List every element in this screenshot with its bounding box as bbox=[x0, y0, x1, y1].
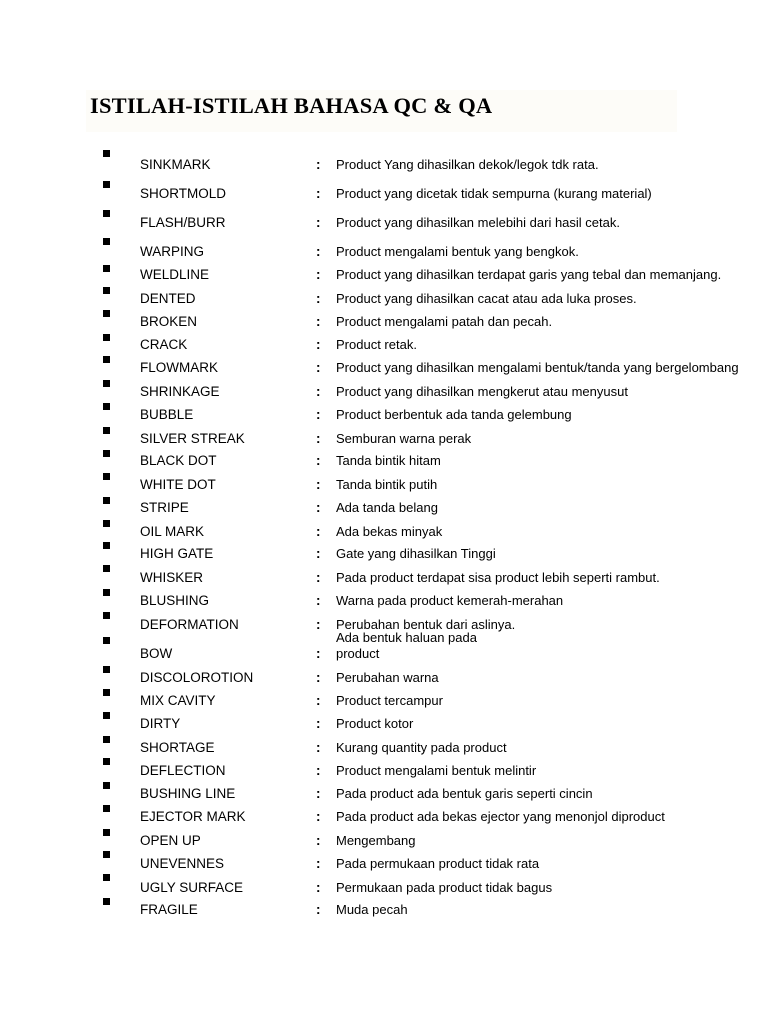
square-bullet-icon bbox=[103, 210, 110, 217]
term-separator: : bbox=[316, 763, 321, 778]
term-separator: : bbox=[316, 477, 321, 492]
term-separator: : bbox=[316, 384, 321, 399]
term-separator: : bbox=[316, 856, 321, 871]
glossary-term: WHITE DOT bbox=[140, 477, 216, 492]
definition-line: Tanda bintik putih bbox=[336, 477, 438, 492]
definition-line: Pada product terdapat sisa product lebih seperti rambut. bbox=[336, 570, 660, 585]
definition-line: Product yang dihasilkan cacat atau ada luka proses. bbox=[336, 291, 637, 306]
glossary-definition bbox=[336, 477, 437, 493]
glossary-term: WELDLINE bbox=[140, 267, 210, 282]
page-title: ISTILAH-ISTILAH BAHASA QC & QA bbox=[90, 93, 493, 118]
glossary-definition bbox=[336, 157, 599, 173]
glossary-definition bbox=[336, 740, 507, 756]
square-bullet-icon bbox=[103, 829, 110, 836]
term-separator: : bbox=[316, 833, 321, 848]
glossary-definition bbox=[336, 431, 471, 447]
term-separator: : bbox=[316, 500, 321, 515]
definition-line: Ada tanda belang bbox=[336, 500, 438, 515]
term-separator: : bbox=[316, 570, 321, 585]
term-separator: : bbox=[316, 880, 321, 895]
term-separator: : bbox=[316, 646, 321, 661]
glossary-term: DEFLECTION bbox=[140, 763, 226, 778]
glossary-term: WHISKER bbox=[140, 570, 204, 585]
glossary-term: SHRINKAGE bbox=[140, 384, 220, 399]
glossary-term: WARPING bbox=[140, 244, 204, 259]
square-bullet-icon bbox=[103, 898, 110, 905]
definition-line: Pada permukaan product tidak rata bbox=[336, 856, 540, 871]
term-separator: : bbox=[316, 337, 321, 352]
glossary-term: UNEVENNES bbox=[140, 856, 225, 871]
glossary-term: STRIPE bbox=[140, 500, 189, 515]
term-separator: : bbox=[316, 244, 321, 259]
glossary-definition bbox=[336, 244, 579, 260]
square-bullet-icon bbox=[103, 805, 110, 812]
glossary-term: DISCOLOROTION bbox=[140, 670, 254, 685]
glossary-term: SHORTAGE bbox=[140, 740, 215, 755]
glossary-definition bbox=[336, 500, 438, 516]
glossary-definition bbox=[336, 670, 439, 686]
term-separator: : bbox=[316, 291, 321, 306]
square-bullet-icon bbox=[103, 589, 110, 596]
square-bullet-icon bbox=[103, 310, 110, 317]
definition-line: Mengembang bbox=[336, 833, 416, 848]
glossary-term: SILVER STREAK bbox=[140, 431, 245, 446]
definition-line: Product kotor bbox=[336, 716, 414, 731]
square-bullet-icon bbox=[103, 427, 110, 434]
glossary-term: OPEN UP bbox=[140, 833, 201, 848]
term-separator: : bbox=[316, 670, 321, 685]
square-bullet-icon bbox=[103, 380, 110, 387]
glossary-definition bbox=[336, 314, 552, 330]
term-separator: : bbox=[316, 453, 321, 468]
term-separator: : bbox=[316, 407, 321, 422]
glossary-term: BROKEN bbox=[140, 314, 198, 329]
glossary-definition bbox=[336, 763, 536, 779]
glossary-term: SHORTMOLD bbox=[140, 186, 227, 201]
square-bullet-icon bbox=[103, 150, 110, 157]
term-separator: : bbox=[316, 546, 321, 561]
square-bullet-icon bbox=[103, 287, 110, 294]
glossary-definition bbox=[336, 809, 665, 825]
glossary-term: BLACK DOT bbox=[140, 453, 217, 468]
glossary-term: DEFORMATION bbox=[140, 617, 239, 632]
term-separator: : bbox=[316, 902, 321, 917]
definition-line: Permukaan pada product tidak bagus bbox=[336, 880, 553, 895]
glossary-term: FRAGILE bbox=[140, 902, 198, 917]
glossary-term: SINKMARK bbox=[140, 157, 211, 172]
term-separator: : bbox=[316, 431, 321, 446]
square-bullet-icon bbox=[103, 712, 110, 719]
glossary-definition bbox=[336, 453, 441, 469]
definition-line: Product mengalami patah dan pecah. bbox=[336, 314, 553, 329]
glossary-definition bbox=[336, 902, 408, 918]
glossary-definition bbox=[336, 786, 593, 802]
glossary-definition bbox=[336, 693, 443, 709]
term-separator: : bbox=[316, 267, 321, 282]
glossary-term: DIRTY bbox=[140, 716, 181, 731]
definition-line: Kurang quantity pada product bbox=[336, 740, 507, 755]
glossary-term: MIX CAVITY bbox=[140, 693, 216, 708]
glossary-term: EJECTOR MARK bbox=[140, 809, 246, 824]
glossary-definition bbox=[336, 880, 552, 896]
glossary-term: UGLY SURFACE bbox=[140, 880, 244, 895]
glossary-definition bbox=[336, 337, 417, 353]
glossary-definition bbox=[336, 546, 496, 562]
square-bullet-icon bbox=[103, 265, 110, 272]
definition-line: Product yang dihasilkan mengalami bentuk/tanda yang bergelombang bbox=[336, 360, 739, 375]
definition-line: product bbox=[336, 646, 380, 661]
glossary-term: BUBBLE bbox=[140, 407, 194, 422]
glossary-term: BUSHING LINE bbox=[140, 786, 236, 801]
glossary-definition bbox=[336, 716, 413, 732]
term-separator: : bbox=[316, 186, 321, 201]
definition-line: Product mengalami bentuk yang bengkok. bbox=[336, 244, 579, 259]
definition-line: Product yang dihasilkan terdapat garis yang tebal dan memanjang. bbox=[336, 267, 722, 282]
definition-line: Product yang dicetak tidak sempurna (kurang material) bbox=[336, 186, 652, 201]
definition-line: Product yang dihasilkan mengkerut atau menyusut bbox=[336, 384, 628, 399]
glossary-definition bbox=[336, 384, 628, 400]
square-bullet-icon bbox=[103, 637, 110, 644]
glossary-definition bbox=[336, 291, 637, 307]
glossary-definition bbox=[336, 593, 563, 609]
square-bullet-icon bbox=[103, 334, 110, 341]
glossary-definition bbox=[336, 570, 660, 586]
term-separator: : bbox=[316, 617, 321, 632]
glossary-term: DENTED bbox=[140, 291, 196, 306]
term-separator: : bbox=[316, 524, 321, 539]
definition-line: Product yang dihasilkan melebihi dari hasil cetak. bbox=[336, 215, 620, 230]
square-bullet-icon bbox=[103, 520, 110, 527]
definition-line: Gate yang dihasilkan Tinggi bbox=[336, 546, 496, 561]
square-bullet-icon bbox=[103, 612, 110, 619]
term-separator: : bbox=[316, 716, 321, 731]
definition-line: Ada bekas minyak bbox=[336, 524, 443, 539]
glossary-definition bbox=[336, 360, 739, 376]
definition-line: Product tercampur bbox=[336, 693, 443, 708]
square-bullet-icon bbox=[103, 542, 110, 549]
square-bullet-icon bbox=[103, 782, 110, 789]
square-bullet-icon bbox=[103, 874, 110, 881]
square-bullet-icon bbox=[103, 851, 110, 858]
definition-line: Pada product ada bekas ejector yang menonjol diproduct bbox=[336, 809, 665, 824]
term-separator: : bbox=[316, 740, 321, 755]
glossary-term: FLASH/BURR bbox=[140, 215, 226, 230]
glossary-definition bbox=[336, 407, 572, 423]
square-bullet-icon bbox=[103, 565, 110, 572]
definition-line: Pada product ada bentuk garis seperti cincin bbox=[336, 786, 593, 801]
term-separator: : bbox=[316, 360, 321, 375]
square-bullet-icon bbox=[103, 181, 110, 188]
square-bullet-icon bbox=[103, 450, 110, 457]
glossary-term: OIL MARK bbox=[140, 524, 205, 539]
definition-line: Tanda bintik hitam bbox=[336, 453, 441, 468]
definition-line: Product Yang dihasilkan dekok/legok tdk rata. bbox=[336, 157, 599, 172]
glossary-term: FLOWMARK bbox=[140, 360, 219, 375]
definition-line: Muda pecah bbox=[336, 902, 408, 917]
term-separator: : bbox=[316, 693, 321, 708]
definition-line: Ada bentuk haluan pada bbox=[336, 630, 477, 645]
square-bullet-icon bbox=[103, 403, 110, 410]
definition-line: Product mengalami bentuk melintir bbox=[336, 763, 537, 778]
square-bullet-icon bbox=[103, 497, 110, 504]
term-separator: : bbox=[316, 786, 321, 801]
definition-line: Warna pada product kemerah-merahan bbox=[336, 593, 564, 608]
glossary-definition bbox=[336, 186, 652, 202]
term-separator: : bbox=[316, 809, 321, 824]
square-bullet-icon bbox=[103, 238, 110, 245]
term-separator: : bbox=[316, 593, 321, 608]
definition-line: Perubahan warna bbox=[336, 670, 439, 685]
glossary-term: BOW bbox=[140, 646, 173, 661]
square-bullet-icon bbox=[103, 473, 110, 480]
term-separator: : bbox=[316, 314, 321, 329]
definition-line: Perubahan bentuk dari aslinya. bbox=[336, 617, 516, 632]
term-separator: : bbox=[316, 157, 321, 172]
glossary-definition bbox=[336, 215, 620, 231]
square-bullet-icon bbox=[103, 666, 110, 673]
square-bullet-icon bbox=[103, 758, 110, 765]
glossary-definition bbox=[336, 833, 416, 849]
square-bullet-icon bbox=[103, 689, 110, 696]
square-bullet-icon bbox=[103, 356, 110, 363]
term-separator: : bbox=[316, 215, 321, 230]
glossary-definition bbox=[336, 856, 539, 872]
glossary-definition bbox=[336, 524, 442, 540]
definition-line: Product berbentuk ada tanda gelembung bbox=[336, 407, 572, 422]
square-bullet-icon bbox=[103, 736, 110, 743]
glossary-term: BLUSHING bbox=[140, 593, 210, 608]
glossary-definition bbox=[336, 630, 477, 662]
glossary-definition bbox=[336, 267, 721, 283]
definition-line: Semburan warna perak bbox=[336, 431, 472, 446]
glossary-term: HIGH GATE bbox=[140, 546, 214, 561]
glossary-term: CRACK bbox=[140, 337, 188, 352]
definition-line: Product retak. bbox=[336, 337, 417, 352]
